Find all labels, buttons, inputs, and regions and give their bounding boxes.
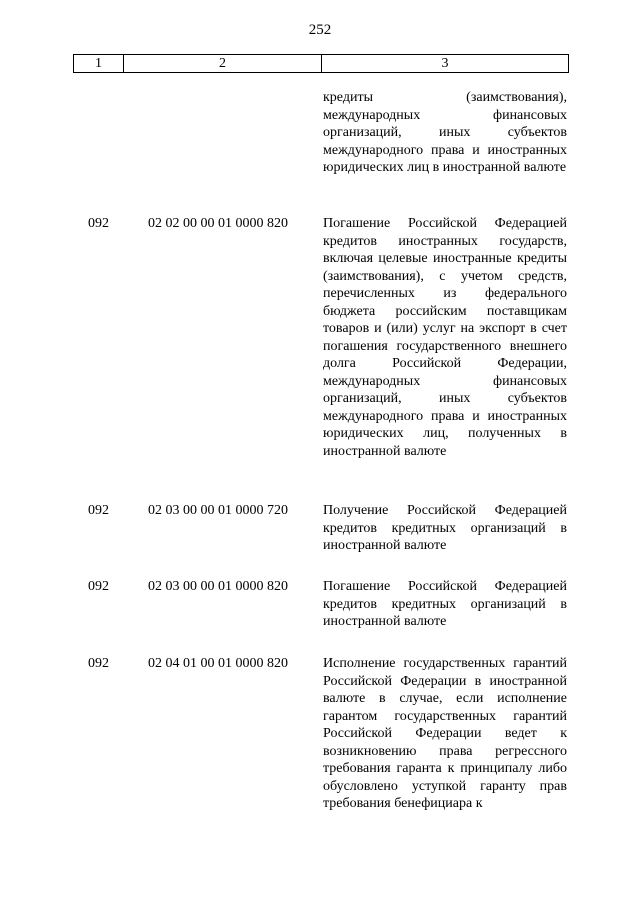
budget-code: 02 04 01 00 01 0000 820 (148, 656, 288, 671)
admin-code: 092 (88, 579, 109, 594)
budget-code: 02 03 00 00 01 0000 720 (148, 503, 288, 518)
admin-code: 092 (88, 503, 109, 518)
header-col-2: 2 (124, 55, 322, 72)
table-header (73, 54, 569, 73)
header-col-1: 1 (74, 55, 124, 72)
budget-code: 02 02 00 00 01 0000 820 (148, 216, 288, 231)
budget-code: 02 03 00 00 01 0000 820 (148, 579, 288, 594)
row-description: Погашение Российской Федерацией кредитов кредитных организаций в иностранной валюте (323, 579, 567, 629)
row-description: Погашение Российской Федерацией кредитов иностранных государств, включая целевые иностранные кредиты (заимствования), с учетом средств, перечисленных из федерального бюджета российским поставщикам товаров и (или) услуг на экспорт в счет погашения государственного внешнего долга Российской Федерации, международных финансовых организаций, иных субъектов международного права и иностранных юридических лиц, полученных в иностранной валюте (323, 216, 567, 459)
header-col-3: 3 (441, 55, 449, 71)
page-number: 252 (308, 22, 332, 38)
row-description: Получение Российской Федерацией кредитов кредитных организаций в иностранной валюте (323, 503, 567, 553)
row-description: Исполнение государственных гарантий Российской Федерации в иностранной валюте в случае, если исполнение гарантом государственных гарантий Российской Федерации ведет к возникновению права регрессного требования гаранта к принципалу либо обусловлено уступкой гаранту прав требования бенефициара к (323, 656, 567, 811)
admin-code: 092 (88, 656, 109, 671)
continuation-text: кредиты (заимствования), международных финансовых организаций, иных субъектов международного права и иностранных юридических лиц в иностранной валюте (323, 90, 567, 175)
admin-code: 092 (88, 216, 109, 231)
